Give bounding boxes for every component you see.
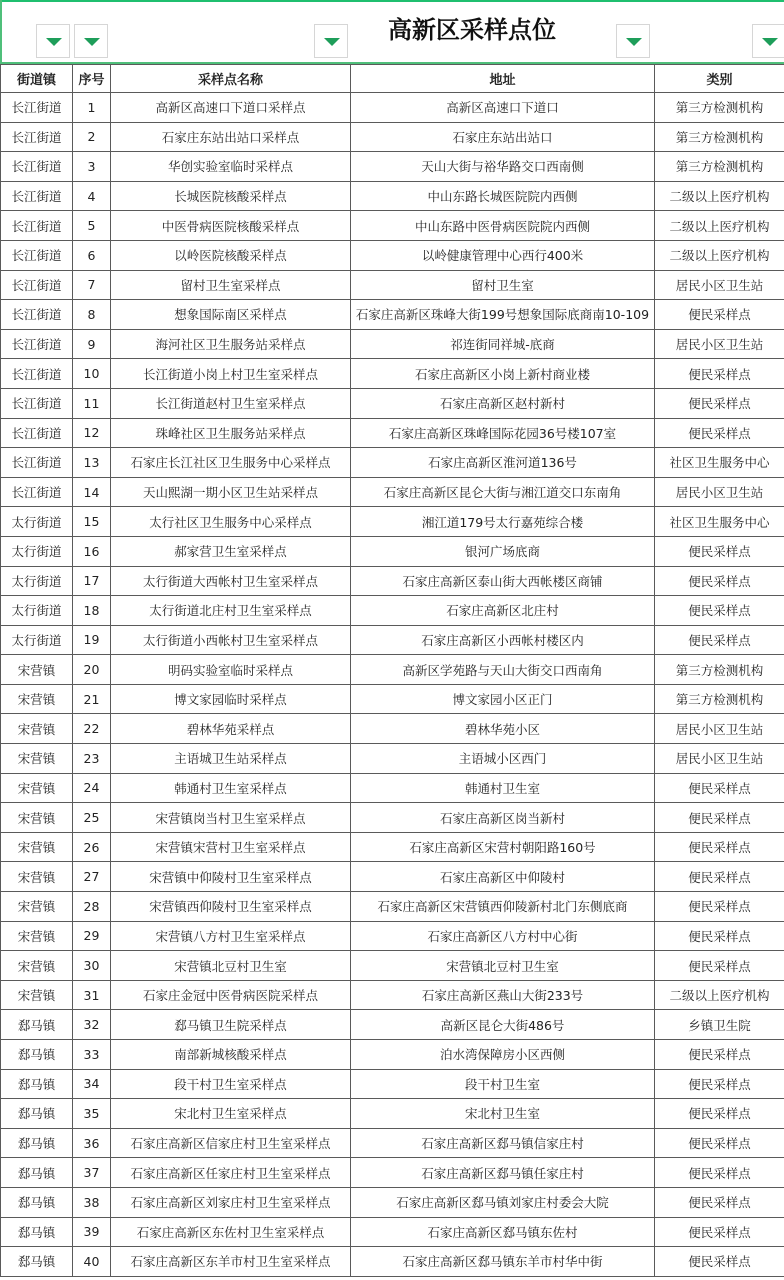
cell-category: 便民采样点 <box>655 418 784 448</box>
cell-number: 22 <box>73 714 111 744</box>
cell-address: 石家庄高新区珠峰国际花园36号楼107室 <box>351 418 655 448</box>
cell-street: 长江街道 <box>1 329 73 359</box>
table-row <box>1 1069 784 1099</box>
cell-street: 宋营镇 <box>1 921 73 951</box>
cell-site-name: 宋营镇宋营村卫生室采样点 <box>111 832 351 862</box>
cell-address: 石家庄高新区赵村新村 <box>351 388 655 418</box>
table-row <box>1 832 784 862</box>
table-row <box>1 803 784 833</box>
cell-number: 6 <box>73 240 111 270</box>
cell-category: 第三方检测机构 <box>655 655 784 685</box>
cell-site-name: 石家庄高新区东羊市村卫生室采样点 <box>111 1247 351 1277</box>
cell-category: 便民采样点 <box>655 951 784 981</box>
cell-site-name: 韩通村卫生室采样点 <box>111 773 351 803</box>
cell-category: 便民采样点 <box>655 625 784 655</box>
column-header-site-name: 采样点名称 <box>111 65 351 93</box>
cell-address: 石家庄高新区宋营村朝阳路160号 <box>351 832 655 862</box>
cell-number: 16 <box>73 536 111 566</box>
cell-site-name: 石家庄高新区任家庄村卫生室采样点 <box>111 1158 351 1188</box>
cell-category: 便民采样点 <box>655 921 784 951</box>
cell-category: 便民采样点 <box>655 536 784 566</box>
filter-dropdown-button[interactable] <box>74 24 108 58</box>
title-bar <box>0 0 784 64</box>
cell-number: 34 <box>73 1069 111 1099</box>
chevron-down-icon <box>84 38 100 46</box>
cell-address: 石家庄高新区淮河道136号 <box>351 448 655 478</box>
cell-category: 便民采样点 <box>655 1040 784 1070</box>
cell-street: 长江街道 <box>1 477 73 507</box>
cell-category: 二级以上医疗机构 <box>655 980 784 1010</box>
cell-street: 长江街道 <box>1 211 73 241</box>
cell-category: 便民采样点 <box>655 803 784 833</box>
cell-number: 25 <box>73 803 111 833</box>
cell-site-name: 段干村卫生室采样点 <box>111 1069 351 1099</box>
cell-site-name: 宋营镇中仰陵村卫生室采样点 <box>111 862 351 892</box>
cell-site-name: 明码实验室临时采样点 <box>111 655 351 685</box>
cell-site-name: 华创实验室临时采样点 <box>111 152 351 182</box>
cell-street: 长江街道 <box>1 270 73 300</box>
cell-number: 35 <box>73 1099 111 1129</box>
table-row <box>1 566 784 596</box>
cell-address: 石家庄高新区郄马镇信家庄村 <box>351 1128 655 1158</box>
table-row <box>1 980 784 1010</box>
cell-number: 11 <box>73 388 111 418</box>
table-row <box>1 714 784 744</box>
cell-street: 郄马镇 <box>1 1040 73 1070</box>
cell-site-name: 珠峰社区卫生服务站采样点 <box>111 418 351 448</box>
cell-street: 太行街道 <box>1 596 73 626</box>
cell-street: 长江街道 <box>1 300 73 330</box>
cell-site-name: 南部新城核酸采样点 <box>111 1040 351 1070</box>
cell-site-name: 太行街道北庄村卫生室采样点 <box>111 596 351 626</box>
cell-site-name: 高新区高速口下道口采样点 <box>111 93 351 123</box>
table-row <box>1 181 784 211</box>
cell-address: 高新区昆仑大街486号 <box>351 1010 655 1040</box>
cell-street: 长江街道 <box>1 181 73 211</box>
cell-address: 石家庄高新区郄马镇东羊市村华中街 <box>351 1247 655 1277</box>
table-row <box>1 1247 784 1277</box>
cell-address: 石家庄高新区小西帐村楼区内 <box>351 625 655 655</box>
table-row <box>1 152 784 182</box>
table-row <box>1 655 784 685</box>
cell-category: 便民采样点 <box>655 300 784 330</box>
cell-address: 高新区高速口下道口 <box>351 93 655 123</box>
cell-site-name: 郄马镇卫生院采样点 <box>111 1010 351 1040</box>
cell-street: 宋营镇 <box>1 655 73 685</box>
cell-category: 便民采样点 <box>655 773 784 803</box>
cell-category: 便民采样点 <box>655 892 784 922</box>
cell-number: 17 <box>73 566 111 596</box>
table-row <box>1 329 784 359</box>
table-row <box>1 300 784 330</box>
cell-number: 21 <box>73 684 111 714</box>
cell-site-name: 长江街道小岗上村卫生室采样点 <box>111 359 351 389</box>
cell-number: 38 <box>73 1187 111 1217</box>
cell-site-name: 碧林华苑采样点 <box>111 714 351 744</box>
cell-number: 23 <box>73 744 111 774</box>
cell-category: 居民小区卫生站 <box>655 477 784 507</box>
table-row <box>1 359 784 389</box>
table-row <box>1 951 784 981</box>
top-border <box>0 0 784 2</box>
cell-number: 10 <box>73 359 111 389</box>
chevron-down-icon <box>46 38 62 46</box>
column-header-number: 序号 <box>73 65 111 93</box>
cell-site-name: 宋营镇八方村卫生室采样点 <box>111 921 351 951</box>
left-border <box>0 0 2 64</box>
filter-dropdown-button[interactable] <box>314 24 348 58</box>
cell-site-name: 石家庄长江社区卫生服务中心采样点 <box>111 448 351 478</box>
cell-number: 13 <box>73 448 111 478</box>
cell-street: 郄马镇 <box>1 1158 73 1188</box>
table-row <box>1 418 784 448</box>
cell-number: 33 <box>73 1040 111 1070</box>
table-row <box>1 596 784 626</box>
cell-category: 便民采样点 <box>655 1099 784 1129</box>
cell-category: 便民采样点 <box>655 1187 784 1217</box>
cell-address: 泊水湾保障房小区西侧 <box>351 1040 655 1070</box>
cell-address: 以岭健康管理中心西行400米 <box>351 240 655 270</box>
cell-street: 宋营镇 <box>1 832 73 862</box>
cell-site-name: 长江街道赵村卫生室采样点 <box>111 388 351 418</box>
cell-number: 36 <box>73 1128 111 1158</box>
cell-street: 郄马镇 <box>1 1128 73 1158</box>
table-row <box>1 477 784 507</box>
cell-category: 居民小区卫生站 <box>655 270 784 300</box>
cell-address: 中山东路中医骨病医院院内西侧 <box>351 211 655 241</box>
cell-street: 郄马镇 <box>1 1247 73 1277</box>
cell-number: 7 <box>73 270 111 300</box>
cell-address: 石家庄高新区宋营镇西仰陵新村北门东侧底商 <box>351 892 655 922</box>
cell-number: 19 <box>73 625 111 655</box>
cell-site-name: 石家庄金冠中医骨病医院采样点 <box>111 980 351 1010</box>
cell-address: 石家庄高新区中仰陵村 <box>351 862 655 892</box>
cell-category: 第三方检测机构 <box>655 152 784 182</box>
cell-address: 宋营镇北豆村卫生室 <box>351 951 655 981</box>
column-header-category: 类别 <box>655 65 784 93</box>
cell-number: 31 <box>73 980 111 1010</box>
cell-number: 5 <box>73 211 111 241</box>
cell-address: 宋北村卫生室 <box>351 1099 655 1129</box>
cell-number: 18 <box>73 596 111 626</box>
cell-category: 第三方检测机构 <box>655 93 784 123</box>
cell-street: 太行街道 <box>1 566 73 596</box>
cell-site-name: 郝家营卫生室采样点 <box>111 536 351 566</box>
cell-category: 便民采样点 <box>655 388 784 418</box>
cell-number: 12 <box>73 418 111 448</box>
cell-number: 3 <box>73 152 111 182</box>
cell-street: 长江街道 <box>1 152 73 182</box>
cell-number: 14 <box>73 477 111 507</box>
cell-category: 便民采样点 <box>655 1158 784 1188</box>
cell-category: 便民采样点 <box>655 1247 784 1277</box>
cell-address: 石家庄高新区岗当新村 <box>351 803 655 833</box>
cell-number: 39 <box>73 1217 111 1247</box>
table-row <box>1 744 784 774</box>
cell-street: 郄马镇 <box>1 1217 73 1247</box>
chevron-down-icon <box>324 38 340 46</box>
cell-address: 石家庄高新区八方村中心街 <box>351 921 655 951</box>
cell-category: 社区卫生服务中心 <box>655 507 784 537</box>
column-header-street: 街道镇 <box>1 65 73 93</box>
cell-street: 长江街道 <box>1 93 73 123</box>
cell-number: 24 <box>73 773 111 803</box>
cell-site-name: 宋北村卫生室采样点 <box>111 1099 351 1129</box>
cell-site-name: 主语城卫生站采样点 <box>111 744 351 774</box>
cell-site-name: 天山熙湖一期小区卫生站采样点 <box>111 477 351 507</box>
table-row <box>1 1099 784 1129</box>
cell-number: 26 <box>73 832 111 862</box>
table-row <box>1 892 784 922</box>
cell-category: 乡镇卫生院 <box>655 1010 784 1040</box>
table-row <box>1 1217 784 1247</box>
cell-address: 留村卫生室 <box>351 270 655 300</box>
cell-category: 二级以上医疗机构 <box>655 240 784 270</box>
cell-number: 28 <box>73 892 111 922</box>
cell-street: 宋营镇 <box>1 803 73 833</box>
cell-number: 8 <box>73 300 111 330</box>
cell-site-name: 留村卫生室采样点 <box>111 270 351 300</box>
cell-street: 宋营镇 <box>1 980 73 1010</box>
cell-category: 便民采样点 <box>655 596 784 626</box>
filter-dropdown-button[interactable] <box>752 24 784 58</box>
cell-address: 碧林华苑小区 <box>351 714 655 744</box>
table-row <box>1 1128 784 1158</box>
cell-street: 太行街道 <box>1 536 73 566</box>
cell-number: 1 <box>73 93 111 123</box>
cell-site-name: 宋营镇岗当村卫生室采样点 <box>111 803 351 833</box>
column-header-address: 地址 <box>351 65 655 93</box>
cell-address: 段干村卫生室 <box>351 1069 655 1099</box>
cell-address: 主语城小区西门 <box>351 744 655 774</box>
cell-number: 40 <box>73 1247 111 1277</box>
table-row <box>1 211 784 241</box>
cell-category: 便民采样点 <box>655 862 784 892</box>
cell-address: 祁连街同祥城-底商 <box>351 329 655 359</box>
cell-street: 郄马镇 <box>1 1187 73 1217</box>
cell-address: 石家庄高新区泰山街大西帐楼区商铺 <box>351 566 655 596</box>
cell-number: 29 <box>73 921 111 951</box>
table-row <box>1 122 784 152</box>
cell-number: 37 <box>73 1158 111 1188</box>
cell-address: 石家庄高新区郄马镇任家庄村 <box>351 1158 655 1188</box>
table-row <box>1 1010 784 1040</box>
filter-dropdown-button[interactable] <box>36 24 70 58</box>
cell-site-name: 博文家园临时采样点 <box>111 684 351 714</box>
table-row <box>1 388 784 418</box>
sampling-points-table <box>0 64 784 1277</box>
cell-number: 30 <box>73 951 111 981</box>
cell-street: 郄马镇 <box>1 1069 73 1099</box>
cell-category: 居民小区卫生站 <box>655 329 784 359</box>
table-row <box>1 625 784 655</box>
cell-address: 石家庄高新区郄马镇刘家庄村委会大院 <box>351 1187 655 1217</box>
cell-site-name: 石家庄高新区信家庄村卫生室采样点 <box>111 1128 351 1158</box>
table-row <box>1 1187 784 1217</box>
cell-site-name: 太行街道小西帐村卫生室采样点 <box>111 625 351 655</box>
cell-category: 二级以上医疗机构 <box>655 181 784 211</box>
table-row <box>1 240 784 270</box>
cell-site-name: 想象国际南区采样点 <box>111 300 351 330</box>
cell-address: 石家庄高新区昆仑大街与湘江道交口东南角 <box>351 477 655 507</box>
cell-address: 石家庄高新区小岗上新村商业楼 <box>351 359 655 389</box>
cell-category: 便民采样点 <box>655 1069 784 1099</box>
cell-address: 银河广场底商 <box>351 536 655 566</box>
table-row <box>1 921 784 951</box>
chevron-down-icon <box>626 38 642 46</box>
cell-address: 石家庄高新区珠峰大街199号想象国际底商南10-109 <box>351 300 655 330</box>
table-row <box>1 93 784 123</box>
cell-category: 第三方检测机构 <box>655 684 784 714</box>
cell-number: 32 <box>73 1010 111 1040</box>
cell-site-name: 石家庄高新区刘家庄村卫生室采样点 <box>111 1187 351 1217</box>
cell-street: 长江街道 <box>1 359 73 389</box>
cell-number: 27 <box>73 862 111 892</box>
cell-street: 长江街道 <box>1 122 73 152</box>
table-row <box>1 1158 784 1188</box>
cell-site-name: 太行社区卫生服务中心采样点 <box>111 507 351 537</box>
table-row <box>1 536 784 566</box>
cell-street: 宋营镇 <box>1 744 73 774</box>
cell-street: 长江街道 <box>1 418 73 448</box>
cell-street: 宋营镇 <box>1 862 73 892</box>
cell-category: 便民采样点 <box>655 1128 784 1158</box>
cell-address: 石家庄东站出站口 <box>351 122 655 152</box>
cell-category: 便民采样点 <box>655 566 784 596</box>
cell-category: 便民采样点 <box>655 832 784 862</box>
table-row <box>1 270 784 300</box>
cell-street: 宋营镇 <box>1 684 73 714</box>
cell-category: 便民采样点 <box>655 1217 784 1247</box>
cell-address: 石家庄高新区燕山大街233号 <box>351 980 655 1010</box>
cell-street: 郄马镇 <box>1 1099 73 1129</box>
cell-street: 宋营镇 <box>1 714 73 744</box>
cell-site-name: 石家庄高新区东佐村卫生室采样点 <box>111 1217 351 1247</box>
cell-street: 太行街道 <box>1 625 73 655</box>
cell-site-name: 宋营镇北豆村卫生室 <box>111 951 351 981</box>
cell-category: 居民小区卫生站 <box>655 744 784 774</box>
cell-number: 4 <box>73 181 111 211</box>
cell-number: 20 <box>73 655 111 685</box>
cell-street: 长江街道 <box>1 388 73 418</box>
cell-number: 15 <box>73 507 111 537</box>
cell-street: 郄马镇 <box>1 1010 73 1040</box>
cell-street: 太行街道 <box>1 507 73 537</box>
cell-site-name: 海河社区卫生服务站采样点 <box>111 329 351 359</box>
cell-address: 韩通村卫生室 <box>351 773 655 803</box>
table-row <box>1 1040 784 1070</box>
table-row <box>1 862 784 892</box>
cell-number: 9 <box>73 329 111 359</box>
cell-address: 中山东路长城医院院内西侧 <box>351 181 655 211</box>
cell-site-name: 石家庄东站出站口采样点 <box>111 122 351 152</box>
cell-site-name: 太行街道大西帐村卫生室采样点 <box>111 566 351 596</box>
cell-street: 宋营镇 <box>1 892 73 922</box>
cell-number: 2 <box>73 122 111 152</box>
chevron-down-icon <box>762 38 778 46</box>
cell-street: 长江街道 <box>1 240 73 270</box>
table-row <box>1 507 784 537</box>
cell-category: 第三方检测机构 <box>655 122 784 152</box>
cell-category: 居民小区卫生站 <box>655 714 784 744</box>
cell-site-name: 以岭医院核酸采样点 <box>111 240 351 270</box>
table-row <box>1 684 784 714</box>
cell-site-name: 宋营镇西仰陵村卫生室采样点 <box>111 892 351 922</box>
cell-address: 高新区学苑路与天山大街交口西南角 <box>351 655 655 685</box>
cell-address: 石家庄高新区北庄村 <box>351 596 655 626</box>
cell-site-name: 中医骨病医院核酸采样点 <box>111 211 351 241</box>
cell-address: 石家庄高新区郄马镇东佐村 <box>351 1217 655 1247</box>
cell-address: 湘江道179号太行嘉苑综合楼 <box>351 507 655 537</box>
cell-address: 天山大街与裕华路交口西南侧 <box>351 152 655 182</box>
filter-dropdown-button[interactable] <box>616 24 650 58</box>
cell-category: 便民采样点 <box>655 359 784 389</box>
cell-street: 长江街道 <box>1 448 73 478</box>
table-row <box>1 773 784 803</box>
cell-category: 二级以上医疗机构 <box>655 211 784 241</box>
page-title: 高新区采样点位 <box>388 16 556 44</box>
cell-site-name: 长城医院核酸采样点 <box>111 181 351 211</box>
cell-street: 宋营镇 <box>1 773 73 803</box>
cell-category: 社区卫生服务中心 <box>655 448 784 478</box>
header-row <box>1 65 784 93</box>
cell-address: 博文家园小区正门 <box>351 684 655 714</box>
cell-street: 宋营镇 <box>1 951 73 981</box>
table-row <box>1 448 784 478</box>
